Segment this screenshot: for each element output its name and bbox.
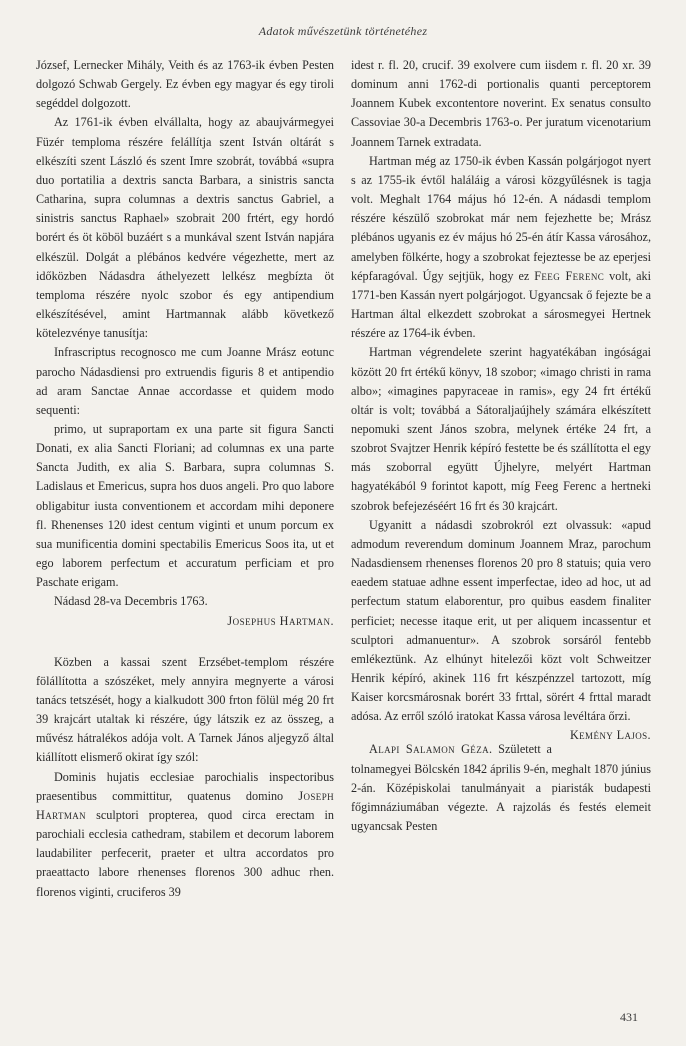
- text-run: Hartman még az 1750-ik évben Kassán polgárjogot nyert s az 1755-ik évtől haláláig a városi közgyűlésnek is tagja volt. Meghalt 1764 május hó 12-én. A nádasdi templom részére készülő szobrokat már nem fejezhette be; Mrász plébános ugyanis ez év május hó 25-én átír Kassa városához, amelyben fölkérte, hogy a szobrokat fejeztesse be az eperjesi képfaragóval. Úgy sejtjük, hogy ez: [351, 153, 651, 283]
- left-column: [36, 56, 334, 902]
- signature: Kemény Lajos.: [569, 728, 651, 743]
- person-name: Feeg Ferenc: [534, 268, 605, 283]
- entry-heading: Alapi Salamon Géza.: [369, 742, 493, 757]
- paragraph: József, Lernecker Mihály, Veith és az 1763-ik évben Pesten dolgozó Schwab Gergely. Ez évben egy magyar és egy tiroli segéddel dolgozott.: [36, 58, 334, 111]
- signature: Josephus Hartman.: [227, 613, 334, 628]
- latin-paragraph: primo, ut supraportam ex una parte sit figura Sancti Donati, ex alia Sancti Floriani; ad columnas ex una parte Sancta Judith, ex alia S. Barbara, supra columnas S. Ladislaus et Emericus, supra hos duos angeli. Pro quo labore obligabitur iusta conventionem et accordam mihi deponere fl. Rhenenses 120 idest centum viginti et unum porcum ex sua munificentia domini spectabilis Emericus Soos ita, ut et ego laborem perfectum et accuratum perficiam et pro Paschate erigam.: [36, 421, 334, 590]
- paragraph: [351, 516, 651, 743]
- text-run: Dominis hujatis ecclesiae parochialis inspectoribus praesentibus committitur, quatenus domino: [36, 769, 334, 803]
- latin-paragraph: [36, 768, 334, 902]
- latin-paragraph: idest r. fl. 20, crucif. 39 exolvere cum iisdem r. fl. 20 xr. 39 dominum anni 1762-di portionalis quanti perceptorem Joannem Kubek excontentore noverint. Ex senatus consulto Cassoviae 30-a Decembris 1763-o. Per juratum vicenotarium Joannem Tarnek extradata.: [351, 58, 651, 149]
- paragraph: [351, 152, 651, 344]
- right-column: [351, 56, 651, 836]
- text-run: volt, aki 1771-ben Kassán nyert polgárjogot. Ugyancsak ő fejezte be a Hartman által elkezdett szobrokat a sárosmegyei Hertnek részére az 1764-ik évben.: [351, 268, 651, 341]
- entry-paragraph: [351, 740, 651, 836]
- paragraph: Az 1761-ik évben elvállalta, hogy az abaujvármegyei Füzér temploma részére felállítja szent István oltárát s elkészíti szent László és szent Imre szobrát, továbbá «supra duo portatilia a dextris sancta Barbara, a sinistris sancta Catharina, supra columnas a dextris sanctus Gabriel, a sinistris sanctus Raphael» szobrait 200 frtért, egy hordó borért és öt köböl buzáért s a munkával szent István napjára elkészül. Dolgát a plébános kedvére végezhette, mert az időközben Nádasdra áthelyezett lelkész megbízta öt temploma részére nyolc szobor és egy antipendium elkészítésével, amint Hartmannak alább következő kötelezvénye tanusítja:: [36, 115, 334, 341]
- text-run: Született a tolnamegyei Bölcskén 1842 április 9-én, meghalt 1870 június 2-án. Középiskolai tanulmányait a piaristák budapesti főgimnáziumában végezte. A rajzolás és festés elemeit ugyancsak Pesten: [351, 742, 651, 834]
- person-name: Joseph Hartman: [36, 788, 334, 822]
- latin-paragraph: Infrascriptus recognosco me cum Joanne Mrász eotunc parocho Nádasdiensi pro extruendis figuris 8 et antipendio ad aram Sanctae Annae accordasse et quidem modo sequenti:: [36, 345, 334, 417]
- paragraph: Hartman végrendelete szerint hagyatékában ingóságai között 20 frt értékű könyv, 18 szobor; «imago christi in rama albo»; «imagines papyraceae in ramis», egy 24 frt értékű oltár is volt; továbbá a Sátoraljaújhely számára elkészített nepomuki szent János szobra, melynek értéke 24 frt, a szobrot Svajtzer Henrik képíró festette be és szállította el egy más szoborral együtt Újhelyre, melyért Hartman hagyatékából 9 forintot kapott, míg Feeg Ferenc a hertneki szobrok befejezéséért 16 frt és 30 krajcárt.: [351, 345, 651, 513]
- text-run: sculptori propterea, quod circa erectam in parochiali ecclesia cathedram, stabilem et decorum laborem laudabiliter perfecerit, praeter et ultra accordatos pro praeattacto labore rhenenses florenos 300 adhuc rhen. florenos viginti, cruciferos 39: [36, 807, 334, 899]
- page-number: 431: [620, 1010, 638, 1024]
- paragraph: Közben a kassai szent Erzsébet-templom részére fölállította a szószéket, mely annyira megnyerte a városi tanács tetszését, hogy a kialkudott 300 frton fölül még 20 frt 39 krajcárt utaltak ki részére, úgy látszik ez az összeg, a művész hátralékos adója volt. A Tarnek János aljegyző által kiállított elismerő okirat így szól:: [36, 654, 334, 765]
- running-title: Adatok művészetünk történetéhez: [258, 24, 428, 38]
- text-run: Ugyanitt a nádasdi szobrokról ezt olvassuk: «apud admodum reverendum dominum Joannem Mraz, parochum Nadasdiensem rhenenses florenos 20 pro 8 statuis; quia vero eaedem statuae adhne essent imperfectae, ideo ad hoc, ut ad perfectum statum elaborentur, pro quibus easdem finaliter perficiet; necesse itaque erit, ut per aliquem incassentur et sculptori admanuentur». A szobrok sorsáról fentebb emlékeztünk. Az elhúnyt hitelezői közt volt Schweitzer Henrik képíró, akinek 116 frt készpénzzel tartozott, míg Kaiser korcsmárosnak borért 33 frttal, sörért 4 frttal maradt adósa. Az erről szóló iratokat Kassa városa levéltára őrzi.: [351, 517, 651, 724]
- date-line: Nádasd 28-va Decembris 1763.: [54, 594, 208, 609]
